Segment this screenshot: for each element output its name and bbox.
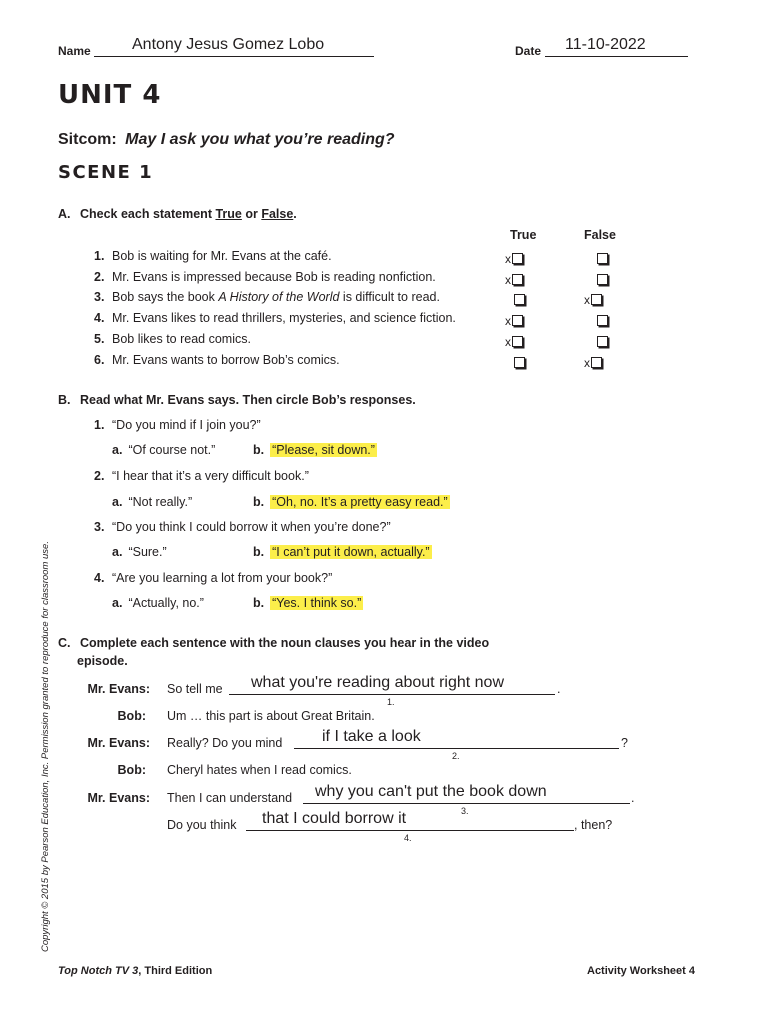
blank-3-number: 3. bbox=[461, 806, 469, 816]
footer-book-title bbox=[58, 965, 212, 977]
section-a-instruction bbox=[58, 207, 297, 221]
blank-1-answer[interactable]: what you're reading about right now bbox=[251, 674, 504, 691]
true-checkbox-6[interactable] bbox=[505, 354, 525, 372]
unit-title: UNIT 4 bbox=[58, 80, 162, 110]
footer-worksheet-label: Activity Worksheet 4 bbox=[587, 965, 696, 977]
date-line[interactable] bbox=[545, 38, 688, 57]
statement-number: 6. bbox=[94, 353, 105, 367]
highlighted-option-text: “Oh, no. It’s a pretty easy read.” bbox=[272, 495, 448, 509]
option-letter: b. bbox=[253, 495, 265, 509]
option-letter: b. bbox=[253, 443, 265, 457]
date-value[interactable]: 11-10-2022 bbox=[565, 36, 646, 53]
statement-number: 2. bbox=[94, 270, 105, 284]
option-2b-selected[interactable] bbox=[253, 495, 450, 509]
checkbox-icon[interactable] bbox=[597, 336, 608, 347]
statement-number: 1. bbox=[94, 249, 105, 263]
scene-title: SCENE 1 bbox=[58, 162, 154, 183]
statement-4 bbox=[94, 311, 456, 325]
blank-4-answer[interactable]: that I could borrow it bbox=[262, 810, 407, 827]
checkbox-icon[interactable] bbox=[597, 253, 608, 264]
checkbox-icon[interactable] bbox=[514, 294, 525, 305]
prompt-text: “Do you mind if I join you?” bbox=[112, 418, 261, 432]
blank-4[interactable] bbox=[246, 810, 574, 843]
true-checkbox-5[interactable] bbox=[505, 333, 523, 351]
date-label: Date bbox=[515, 44, 542, 58]
line-1-suffix: . bbox=[557, 682, 561, 696]
true-word: True bbox=[215, 207, 242, 221]
statement-6 bbox=[94, 353, 340, 367]
blank-1-number: 1. bbox=[387, 697, 395, 707]
speaker-label: Mr. Evans: bbox=[87, 682, 150, 696]
book-title-italic: Top Notch TV 3 bbox=[58, 965, 139, 977]
checkbox-icon[interactable] bbox=[512, 253, 523, 264]
option-letter: b. bbox=[253, 596, 265, 610]
true-checkbox-2[interactable] bbox=[505, 271, 523, 289]
section-c-instruction bbox=[58, 636, 489, 650]
line-3-suffix: ? bbox=[621, 736, 628, 750]
option-text: “Of course not.” bbox=[128, 443, 216, 457]
line-5-suffix: . bbox=[631, 791, 635, 805]
prompt-number: 3. bbox=[94, 520, 105, 534]
prompt-3 bbox=[94, 520, 391, 534]
option-1b-selected[interactable] bbox=[253, 443, 377, 457]
option-letter: a. bbox=[112, 495, 123, 509]
sitcom-title: May I ask you what you’re reading? bbox=[125, 131, 395, 148]
speaker-label: Mr. Evans: bbox=[87, 736, 150, 750]
checkbox-icon[interactable] bbox=[512, 315, 523, 326]
statement-number: 3. bbox=[94, 290, 105, 304]
statement-1 bbox=[94, 249, 332, 263]
checkbox-icon[interactable] bbox=[597, 274, 608, 285]
checkbox-icon[interactable] bbox=[591, 294, 602, 305]
or-word: or bbox=[241, 207, 262, 221]
false-word: False bbox=[261, 207, 294, 221]
statement-text: Bob likes to read comics. bbox=[112, 332, 251, 346]
check-mark: x bbox=[505, 251, 511, 266]
false-checkbox-1[interactable] bbox=[596, 250, 608, 268]
instruction-text: Complete each sentence with the noun clauses you hear in the video bbox=[79, 636, 490, 650]
highlighted-option-text: “Yes. I think so.” bbox=[272, 596, 362, 610]
option-text: “Actually, no.” bbox=[128, 596, 204, 610]
prompt-1 bbox=[94, 418, 261, 432]
statement-number: 4. bbox=[94, 311, 105, 325]
prompt-text: “Do you think I could borrow it when you’re done?” bbox=[112, 520, 391, 534]
false-checkbox-2[interactable] bbox=[596, 271, 608, 289]
column-false-header: False bbox=[584, 228, 616, 242]
speaker-label: Mr. Evans: bbox=[87, 791, 150, 805]
option-4a[interactable] bbox=[112, 596, 204, 610]
statement-text: Mr. Evans likes to read thrillers, mysteries, and science fiction. bbox=[112, 311, 456, 325]
sitcom-label: Sitcom: bbox=[58, 131, 117, 148]
check-mark: x bbox=[584, 355, 590, 370]
blank-4-number: 4. bbox=[404, 833, 412, 843]
statement-text: Mr. Evans is impressed because Bob is reading nonfiction. bbox=[112, 270, 436, 284]
prompt-4 bbox=[94, 571, 332, 585]
statement-3 bbox=[94, 290, 440, 304]
option-letter: a. bbox=[112, 596, 123, 610]
true-checkbox-3[interactable] bbox=[505, 291, 525, 309]
line-6-suffix: , then? bbox=[574, 818, 613, 832]
line-2-text: Um … this part is about Great Britain. bbox=[167, 709, 375, 723]
prompt-number: 1. bbox=[94, 418, 105, 432]
prompt-text: “I hear that it’s a very difficult book.” bbox=[112, 469, 309, 483]
statement-number: 5. bbox=[94, 332, 105, 346]
option-3b-selected[interactable] bbox=[253, 545, 432, 559]
section-c-instruction-cont: episode. bbox=[77, 654, 128, 668]
checkbox-icon[interactable] bbox=[512, 336, 523, 347]
line-5-prefix: Then I can understand bbox=[167, 791, 293, 805]
prompt-text: “Are you learning a lot from your book?” bbox=[112, 571, 333, 585]
true-checkbox-1[interactable] bbox=[505, 250, 523, 268]
period: . bbox=[293, 207, 297, 221]
book-edition: , Third Edition bbox=[138, 965, 213, 977]
column-true-header: True bbox=[510, 228, 537, 242]
checkbox-icon[interactable] bbox=[591, 357, 602, 368]
line-6-prefix: Do you think bbox=[167, 818, 237, 832]
false-checkbox-5[interactable] bbox=[596, 333, 608, 351]
option-2a[interactable] bbox=[112, 495, 192, 509]
checkbox-icon[interactable] bbox=[597, 315, 608, 326]
name-line[interactable] bbox=[94, 38, 374, 57]
statement-text: Bob says the book bbox=[112, 290, 219, 304]
highlighted-option-text: “I can’t put it down, actually.” bbox=[272, 545, 430, 559]
option-letter: a. bbox=[112, 443, 123, 457]
line-3-prefix: Really? Do you mind bbox=[167, 736, 283, 750]
statement-text: is difficult to read. bbox=[339, 290, 440, 304]
section-a-letter: A. bbox=[58, 207, 71, 221]
prompt-number: 2. bbox=[94, 469, 105, 483]
true-checkbox-4[interactable] bbox=[505, 312, 523, 330]
checkbox-icon[interactable] bbox=[512, 274, 523, 285]
false-checkbox-3[interactable] bbox=[584, 291, 602, 309]
section-b-instruction bbox=[58, 393, 416, 407]
option-text: “Not really.” bbox=[128, 495, 193, 509]
copyright-notice: Copyright © 2015 by Pearson Education, Inc. Permission granted to reproduce for classroom use. bbox=[40, 541, 51, 952]
blank-2-number: 2. bbox=[452, 751, 460, 761]
check-mark: x bbox=[505, 272, 511, 287]
statement-5 bbox=[94, 332, 251, 346]
blank-3-answer[interactable]: why you can't put the book down bbox=[315, 783, 547, 800]
statement-2 bbox=[94, 270, 436, 284]
instruction-text: Read what Mr. Evans says. Then circle Bob’s responses. bbox=[79, 393, 416, 407]
check-mark: x bbox=[505, 313, 511, 328]
blank-1[interactable] bbox=[229, 674, 555, 707]
name-label: Name bbox=[58, 44, 91, 58]
section-b-letter: B. bbox=[58, 393, 71, 407]
option-text: “Sure.” bbox=[128, 545, 167, 559]
prompt-2 bbox=[94, 469, 309, 483]
blank-2-answer[interactable]: if I take a look bbox=[322, 728, 421, 745]
instruction-prefix: Check each statement bbox=[79, 207, 216, 221]
section-c-letter: C. bbox=[58, 636, 71, 650]
name-value[interactable]: Antony Jesus Gomez Lobo bbox=[132, 36, 325, 53]
option-1a[interactable] bbox=[112, 443, 215, 457]
option-letter: b. bbox=[253, 545, 265, 559]
false-checkbox-6[interactable] bbox=[584, 354, 602, 372]
false-checkbox-4[interactable] bbox=[596, 312, 608, 330]
speaker-label: Bob: bbox=[117, 709, 146, 723]
option-letter: a. bbox=[112, 545, 123, 559]
book-title: A History of the World bbox=[218, 290, 340, 304]
blank-2[interactable] bbox=[294, 728, 619, 761]
check-mark: x bbox=[505, 334, 511, 349]
option-3a[interactable] bbox=[112, 545, 167, 559]
speaker-label: Bob: bbox=[117, 763, 146, 777]
prompt-number: 4. bbox=[94, 571, 105, 585]
statement-text: Bob is waiting for Mr. Evans at the café. bbox=[112, 249, 332, 263]
statement-text: Mr. Evans wants to borrow Bob’s comics. bbox=[112, 353, 340, 367]
blank-3[interactable] bbox=[303, 783, 630, 816]
highlighted-option-text: “Please, sit down.” bbox=[272, 443, 375, 457]
line-1-prefix: So tell me bbox=[167, 682, 223, 696]
line-4-text: Cheryl hates when I read comics. bbox=[167, 763, 352, 777]
check-mark: x bbox=[584, 292, 590, 307]
option-4b-selected[interactable] bbox=[253, 596, 363, 610]
sitcom-heading bbox=[58, 131, 395, 149]
checkbox-icon[interactable] bbox=[514, 357, 525, 368]
